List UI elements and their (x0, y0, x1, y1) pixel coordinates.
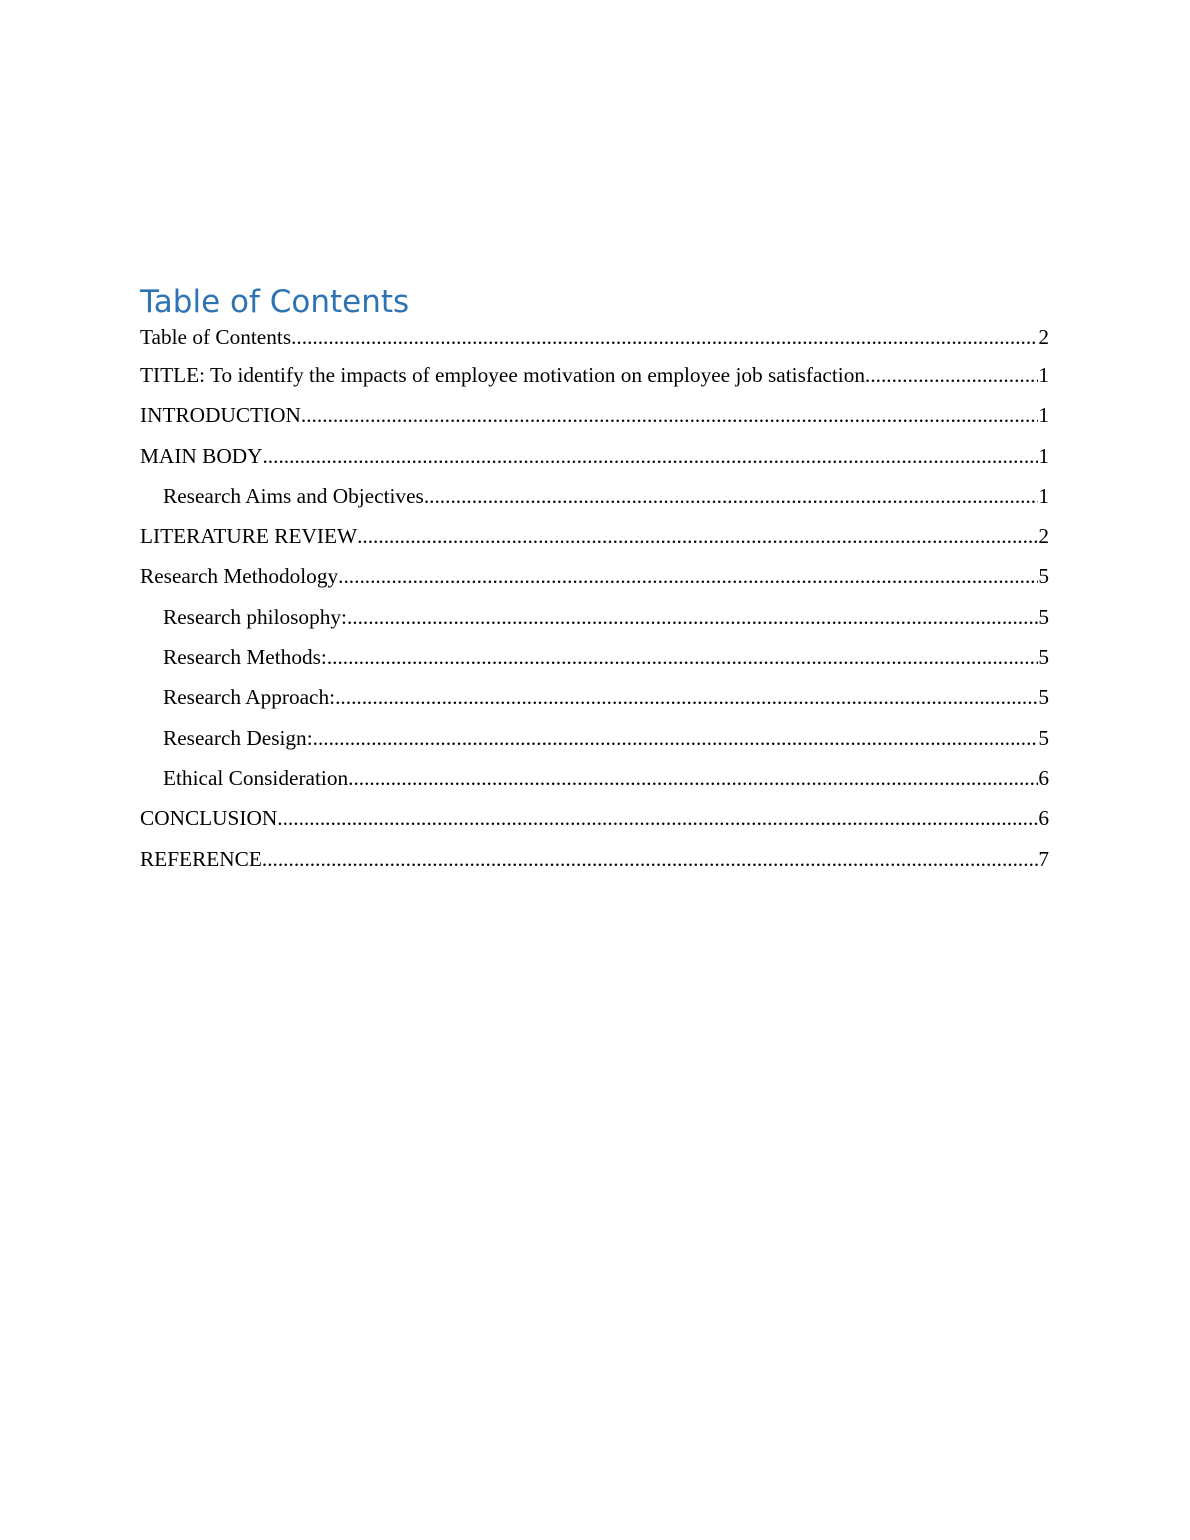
toc-dot-leader (291, 322, 1038, 352)
toc-entry-page-number: 1 (1038, 443, 1049, 468)
toc-dot-leader (262, 844, 1038, 874)
toc-entry-label: CONCLUSION (140, 806, 278, 831)
toc-entry-page-number: 1 (1038, 363, 1049, 387)
toc-entry-label: Research Methods: (163, 645, 327, 670)
toc-entry-label: Research Methodology (140, 564, 339, 589)
toc-entry-label: TITLE: To identify the impacts of employee motivation on employee job satisfaction. (140, 363, 871, 387)
toc-entry[interactable] (140, 803, 1049, 843)
toc-entry[interactable] (140, 481, 1049, 521)
toc-dot-leader (277, 803, 1038, 833)
toc-entry-page-number: 1 (1038, 483, 1049, 508)
toc-entry-page-number: 2 (1038, 325, 1049, 349)
toc-dot-leader (335, 682, 1038, 712)
toc-dot-leader (327, 642, 1039, 672)
toc-list (140, 322, 1049, 884)
toc-entry[interactable] (140, 360, 1049, 400)
toc-entry-page-number: 5 (1038, 725, 1049, 750)
toc-entry-page-number: 6 (1038, 806, 1049, 831)
toc-entry[interactable] (140, 322, 1049, 360)
toc-entry[interactable] (140, 561, 1049, 601)
toc-dot-leader (348, 763, 1038, 793)
toc-entry-page-number: 5 (1038, 645, 1049, 670)
toc-entry-label: Research Approach: (163, 685, 336, 710)
toc-entry-label: REFERENCE (140, 846, 262, 871)
toc-dot-leader (357, 521, 1038, 551)
toc-dot-leader (347, 602, 1038, 632)
toc-entry-page-number: 7 (1038, 846, 1049, 871)
toc-dot-leader (301, 400, 1038, 430)
toc-dot-leader (870, 360, 1038, 390)
toc-entry[interactable] (140, 441, 1049, 481)
toc-entry[interactable] (140, 400, 1049, 440)
toc-dot-leader (424, 481, 1039, 511)
toc-dot-leader (313, 723, 1039, 753)
toc-entry-label: Table of Contents (140, 325, 292, 349)
toc-entry-label: INTRODUCTION (140, 403, 301, 428)
toc-entry-label: LITERATURE REVIEW (140, 524, 358, 549)
toc-entry-page-number: 6 (1038, 765, 1049, 790)
toc-entry-label: MAIN BODY (140, 443, 263, 468)
toc-entry-label: Ethical Consideration (163, 765, 349, 790)
toc-entry[interactable] (140, 642, 1049, 682)
table-of-contents (140, 282, 1049, 884)
toc-entry-page-number: 1 (1038, 403, 1049, 428)
toc-entry-label: Research Design: (163, 725, 313, 750)
toc-entry[interactable] (140, 763, 1049, 803)
toc-heading: Table of Contents (140, 284, 410, 320)
toc-entry[interactable] (140, 844, 1049, 884)
toc-entry-page-number: 5 (1038, 604, 1049, 629)
toc-entry-page-number: 5 (1038, 685, 1049, 710)
toc-entry[interactable] (140, 682, 1049, 722)
toc-entry-page-number: 5 (1038, 564, 1049, 589)
toc-entry[interactable] (140, 723, 1049, 763)
toc-entry-label: Research Aims and Objectives (163, 483, 424, 508)
toc-entry-page-number: 2 (1038, 524, 1049, 549)
toc-dot-leader (262, 441, 1038, 471)
toc-entry[interactable] (140, 521, 1049, 561)
toc-dot-leader (338, 561, 1038, 591)
toc-entry-label: Research philosophy: (163, 604, 347, 629)
toc-entry[interactable] (140, 602, 1049, 642)
